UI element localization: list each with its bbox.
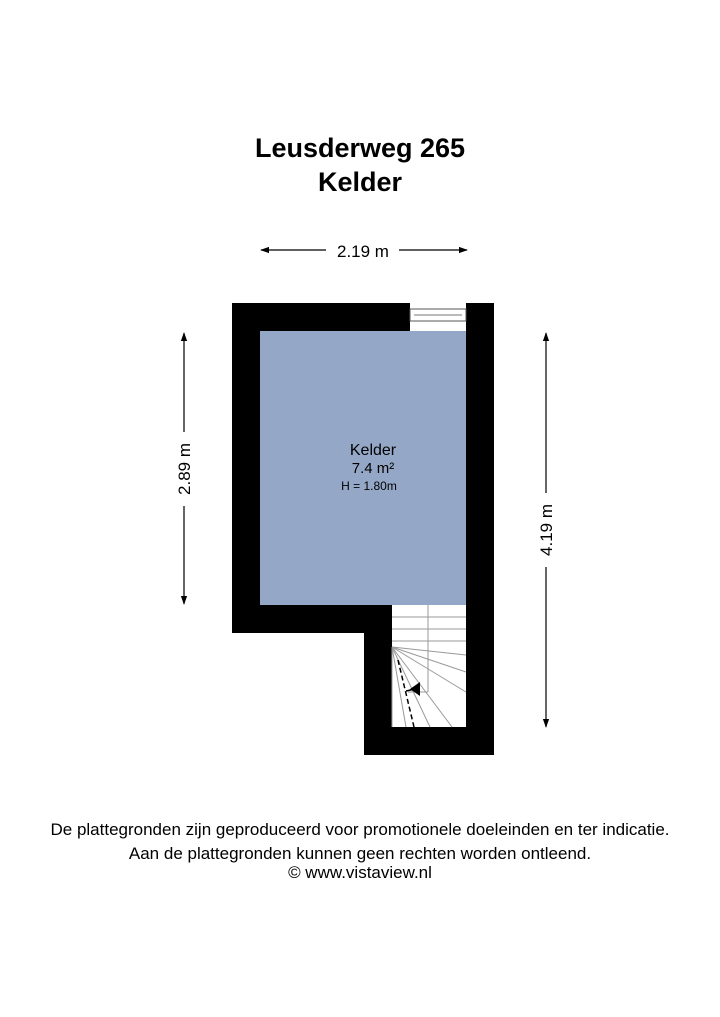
window (410, 309, 466, 321)
copyright-line: © www.vistaview.nl (288, 863, 432, 882)
staircase (392, 605, 466, 727)
left-height-dimension (175, 333, 194, 604)
room-area-label: 7.4 m² (351, 460, 395, 477)
room-height-label: H = 1.80m (341, 479, 397, 493)
top-width-dimension (261, 242, 467, 261)
stair-arrow-head (410, 682, 420, 696)
left-height-label: 2.89 m (175, 443, 194, 495)
room-name-label: Kelder (349, 442, 397, 459)
stair-winder (392, 647, 452, 727)
floor-title: Kelder (317, 167, 403, 197)
disclaimer-line-1: De plattegronden zijn geproduceerd voor promotionele doeleinden en ter indicatie. (50, 820, 670, 839)
address-title: Leusderweg 265 (254, 133, 466, 163)
right-height-label: 4.19 m (537, 504, 556, 556)
right-height-dimension (537, 333, 556, 727)
top-width-label: 2.19 m (337, 242, 389, 261)
disclaimer-line-2: Aan de plattegronden kunnen geen rechten worden ontleend. (128, 844, 592, 863)
